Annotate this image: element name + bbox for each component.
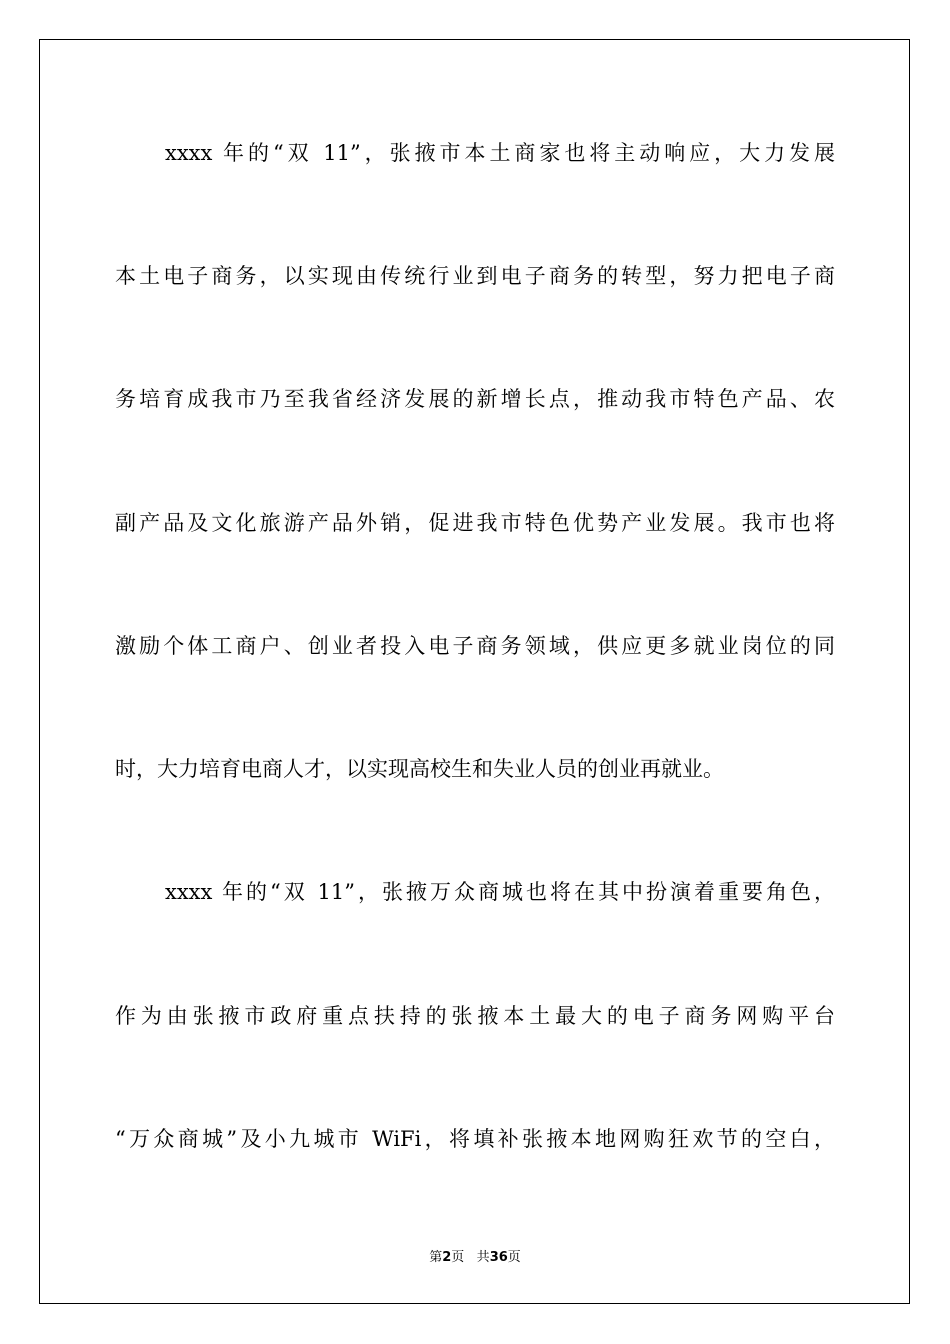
footer-page-number: 2 — [442, 1250, 452, 1265]
page-border — [39, 39, 910, 1304]
paragraph-line: “万众商城”及小九城市 WiFi，将填补张掖本地网购狂欢节的空白， — [115, 1127, 835, 1151]
paragraph-line: xxxx 年的“双 11”，张掖万众商城也将在其中扮演着重要角色， — [165, 880, 835, 904]
paragraph-line: 务培育成我市乃至我省经济发展的新增长点，推动我市特色产品、农 — [115, 387, 835, 411]
paragraph-line: 激励个体工商户、创业者投入电子商务领域，供应更多就业岗位的同 — [115, 634, 835, 658]
footer-prefix: 第 — [429, 1250, 443, 1265]
footer-page-unit: 页 — [451, 1250, 465, 1265]
paragraph-line: 副产品及文化旅游产品外销，促进我市特色优势产业发展。我市也将 — [115, 511, 835, 535]
paragraph-line: 作为由张掖市政府重点扶持的张掖本土最大的电子商务网购平台 — [115, 1004, 835, 1028]
page-footer — [0, 1246, 950, 1265]
paragraph-line: xxxx 年的“双 11”，张掖市本土商家也将主动响应，大力发展 — [165, 141, 835, 165]
footer-total-pages: 36 — [489, 1250, 508, 1265]
paragraph-line: 本土电子商务，以实现由传统行业到电子商务的转型，努力把电子商 — [115, 264, 835, 288]
footer-total-prefix: 共 — [476, 1250, 490, 1265]
paragraph-line: 时，大力培育电商人才，以实现高校生和失业人员的创业再就业。 — [115, 757, 724, 781]
footer-total-unit: 页 — [507, 1250, 521, 1265]
